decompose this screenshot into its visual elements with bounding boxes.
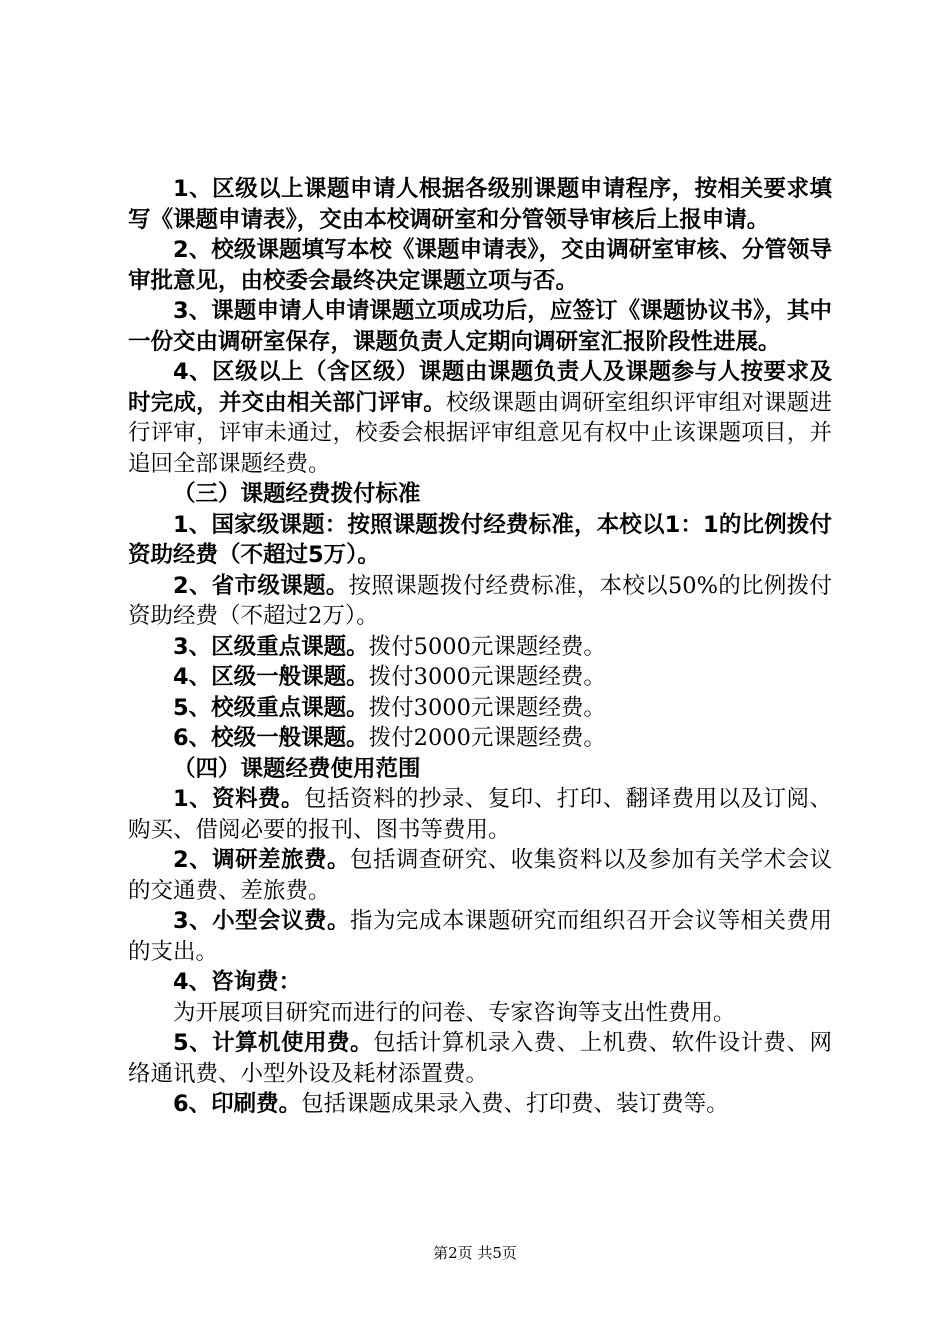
- scope-computer-rest: 包括计算机录入费、上机费、软件设计费、网络通讯费、小型外设及耗材添置费。: [128, 1030, 832, 1087]
- funding-district-general-rest: 拨付3000元课题经费。: [368, 664, 606, 690]
- scope-printing: [128, 1089, 832, 1120]
- paragraph-review-rest: 校级课题由调研室组织评审组对课题进行评审，评审未通过，校委会根据评审组意见有权中止该课题项目，并追回全部课题经费。: [128, 389, 832, 477]
- funding-school-key-bold: 5、校级重点课题。: [173, 694, 369, 721]
- scope-meeting-bold: 3、小型会议费。: [173, 908, 350, 934]
- paragraph-apply-school: 2、校级课题填写本校《课题申请表》，交由调研室审核、分管领导审批意见，由校委会最终决定课题立项与否。: [128, 237, 832, 294]
- funding-provincial: [128, 571, 832, 632]
- scope-materials-bold: 1、资料费。: [173, 786, 305, 812]
- funding-school-key: [128, 693, 832, 724]
- scope-meeting-rest: 指为完成本课题研究而组织召开会议等相关费用的支出。: [128, 908, 832, 965]
- paragraph-review-bold: 4、区级以上（含区级）课题由课题负责人及课题参与人按要求及时完成，并交由相关部门评审。: [128, 359, 832, 416]
- scope-printing-bold: 6、印刷费。: [173, 1091, 302, 1117]
- scope-consulting-detail: 为开展项目研究而进行的问卷、专家咨询等支出性费用。: [173, 999, 736, 1026]
- funding-national: 1、国家级课题：按照课题拨付经费标准，本校以1：1的比例拨付资助经费（不超过5万）。: [128, 511, 832, 568]
- paragraph-apply-district: 1、区级以上课题申请人根据各级别课题申请程序，按相关要求填写《课题申请表》，交由本校调研室和分管领导审核后上报申请。: [128, 176, 832, 233]
- section-heading-funding-scope: （四）课题经费使用范围: [173, 755, 421, 782]
- scope-computer-bold: 5、计算机使用费。: [173, 1030, 373, 1056]
- page-number-footer: 第2页 共5页: [433, 1244, 517, 1262]
- funding-provincial-bold: 2、省市级课题。: [173, 572, 349, 599]
- scope-meeting: [128, 906, 832, 967]
- funding-district-general: [128, 662, 832, 693]
- scope-printing-rest: 包括课题成果录入费、打印费、装订费等。: [301, 1091, 729, 1117]
- scope-travel: [128, 845, 832, 906]
- document-body: [128, 174, 832, 1120]
- scope-computer: [128, 1028, 832, 1089]
- scope-materials: [128, 784, 832, 845]
- funding-school-general: [128, 723, 832, 754]
- funding-district-key-rest: 拨付5000元课题经费。: [368, 633, 606, 660]
- funding-school-general-rest: 拨付2000元课题经费。: [368, 725, 606, 751]
- funding-school-general-bold: 6、校级一般课题。: [173, 725, 369, 751]
- scope-travel-bold: 2、调研差旅费。: [173, 847, 350, 873]
- paragraph-review: [128, 357, 832, 479]
- funding-district-general-bold: 4、区级一般课题。: [173, 664, 369, 690]
- section-heading-funding-standard: （三）课题经费拨付标准: [173, 481, 421, 507]
- funding-district-key: [128, 632, 832, 663]
- funding-school-key-rest: 拨付3000元课题经费。: [368, 694, 606, 721]
- funding-provincial-rest: 按照课题拨付经费标准，本校以50%的比例拨付资助经费（不超过2万）。: [128, 572, 832, 629]
- scope-materials-rest: 包括资料的抄录、复印、打印、翻译费用以及订阅、购买、借阅必要的报刊、图书等费用。: [128, 786, 832, 843]
- scope-travel-rest: 包括调查研究、收集资料以及参加有关学术会议的交通费、差旅费。: [128, 847, 832, 904]
- scope-consulting: 4、咨询费：: [173, 969, 302, 995]
- paragraph-agreement: 3、课题申请人申请课题立项成功后，应签订《课题协议书》，其中一份交由调研室保存，课题负责人定期向调研室汇报阶段性进展。: [128, 298, 832, 355]
- funding-district-key-bold: 3、区级重点课题。: [173, 633, 369, 660]
